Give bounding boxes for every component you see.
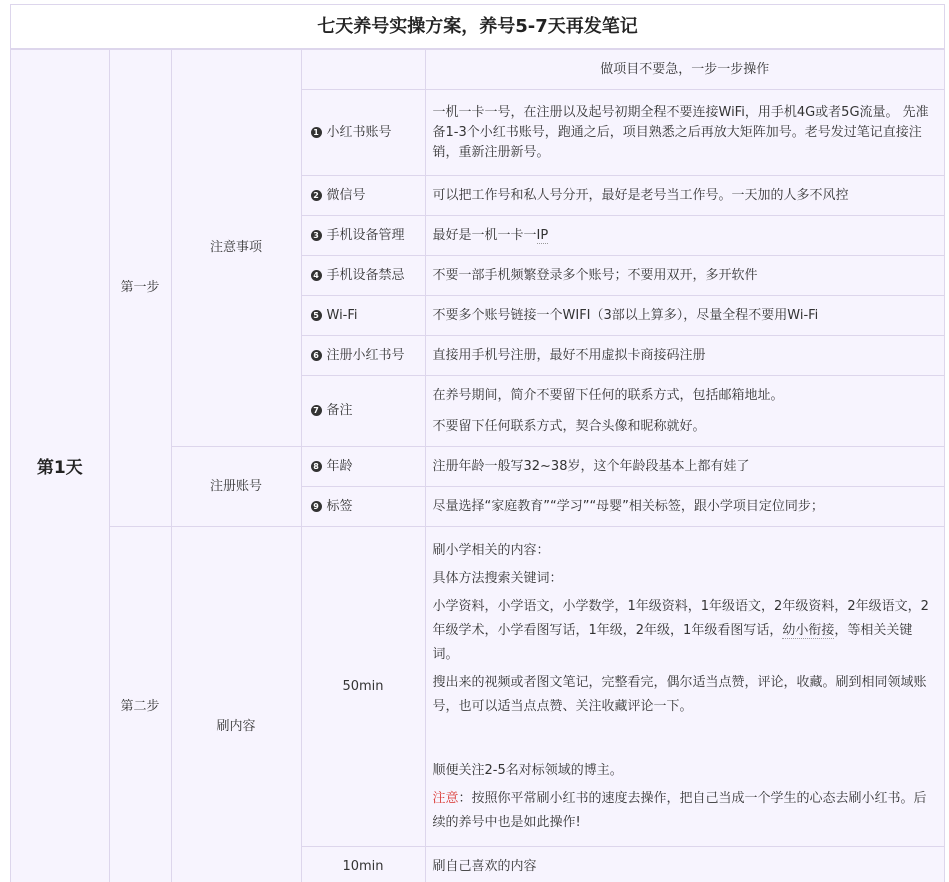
- number-bullet-icon: 7: [311, 405, 322, 416]
- item-desc: 不要多个账号链接一个WIFI（3部以上算多），尽量全程不要用Wi-Fi: [425, 296, 944, 336]
- item-desc: 最好是一机一卡一IP: [425, 216, 944, 256]
- item-name: 5 Wi-Fi: [301, 296, 425, 336]
- empty-cell: [301, 50, 425, 90]
- category-notes: 注意事项: [171, 50, 301, 447]
- item-name: 2 微信号: [301, 176, 425, 216]
- browse-free: 刷自己喜欢的内容: [425, 847, 944, 882]
- plan-table: [11, 49, 944, 882]
- number-bullet-icon: 3: [311, 230, 322, 241]
- item-name: 1 小红书账号: [301, 90, 425, 176]
- header-note: 做项目不要急，一步一步操作: [425, 50, 944, 90]
- item-name: 6 注册小红书号: [301, 336, 425, 376]
- number-bullet-icon: 9: [311, 501, 322, 512]
- item-name: 8 年龄: [301, 447, 425, 487]
- number-bullet-icon: 1: [311, 127, 322, 138]
- category-register: 注册账号: [171, 447, 301, 527]
- number-bullet-icon: 2: [311, 190, 322, 201]
- number-bullet-icon: 5: [311, 310, 322, 321]
- category-browse: 刷内容: [171, 527, 301, 882]
- item-desc: 注册年龄一般写32~38岁，这个年龄段基本上都有娃了: [425, 447, 944, 487]
- item-desc: 尽量选择“家庭教育”“学习”“母婴”相关标签，跟小学项目定位同步；: [425, 487, 944, 527]
- time-label: 50min: [301, 527, 425, 847]
- item-name: 4 手机设备禁忌: [301, 256, 425, 296]
- item-name: 7 备注: [301, 376, 425, 447]
- browse-instructions: 刷小学相关的内容： 具体方法搜索关键词： 小学资料，小学语文，小学数学，1年级资料，1年级语文，2年级资料，2年级语文，2年级学术，小学看图写话，1年级，2年级，1年级看图写话，幼小衔接，等相关关键词。 搜出来的视频或者图文笔记，完整看完，偶尔适当点赞，评论，收藏。刷到相同领域账号，也可以适当点点赞、关注收藏评论一下。 顺便关注2-5名对标领域的博主。 注意：按照你平常刷小红书的速度去操作，把自己当成一个学生的心态去刷小红书。后续的养号中也是如此操作!: [425, 527, 944, 847]
- warning-label: 注意: [432, 790, 459, 806]
- item-name: 3 手机设备管理: [301, 216, 425, 256]
- item-desc: 不要一部手机频繁登录多个账号；不要用双开，多开软件: [425, 256, 944, 296]
- item-desc: 在养号期间，简介不要留下任何的联系方式，包括邮箱地址。 不要留下任何联系方式，契合头像和昵称就好。: [425, 376, 944, 447]
- item-desc: 直接用手机号注册，最好不用虚拟卡商接码注册: [425, 336, 944, 376]
- step-label: 第一步: [109, 50, 171, 527]
- plan-document: [10, 4, 945, 882]
- page-title: 七天养号实操方案，养号5-7天再发笔记: [11, 4, 944, 49]
- number-bullet-icon: 4: [311, 270, 322, 281]
- step-label: 第二步: [109, 527, 171, 882]
- item-name: 9 标签: [301, 487, 425, 527]
- number-bullet-icon: 6: [311, 350, 322, 361]
- time-label: 10min: [301, 847, 425, 882]
- number-bullet-icon: 8: [311, 461, 322, 472]
- item-desc: 一机一卡一号，在注册以及起号初期全程不要连接WiFi，用手机4G或者5G流量。 先准备1-3个小红书账号，跑通之后，项目熟悉之后再放大矩阵加号。老号发过笔记直接注销，重新注册新号。: [425, 90, 944, 176]
- item-desc: 可以把工作号和私人号分开，最好是老号当工作号。一天加的人多不风控: [425, 176, 944, 216]
- day-label: 第1天: [11, 50, 109, 882]
- table-row: [11, 527, 944, 847]
- table-row: [11, 50, 944, 90]
